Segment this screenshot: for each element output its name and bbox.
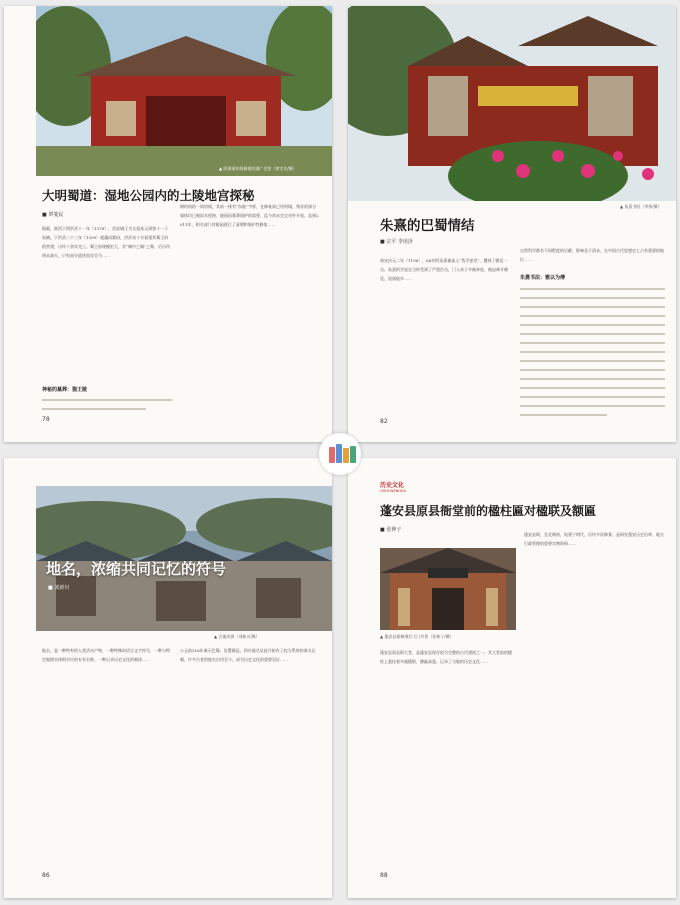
article-title-overlay: 地名，浓缩共同记忆的符号 — [46, 560, 227, 578]
body-text-lines — [520, 288, 665, 423]
article-author: ■ 刘新川 — [48, 585, 70, 591]
body-text-left: 地名，是一种特有的人类活动产物，一种特殊的语言文字符号，一种与特定地理实体相对应的专有名称，一种记录历史文化的载体…… — [42, 648, 170, 662]
body-text-left: 蓬安县原县衙大堂，是蓬安县现存较为完整的古代建筑之一，其大堂前的楹柱上悬挂着多副楹联，额匾高悬，记录了当地的历史文化…… — [380, 650, 512, 664]
section-subhead: 朱熹书法：雅以为傅 — [520, 275, 566, 281]
photo-caption: ▲ 朱熹书院（李伟/摄） — [620, 204, 662, 209]
article-author: ■ 覃笺民 — [42, 212, 64, 218]
body-text-left: 据载，陕西于明洪武十一年（1378），西安城王为太祖朱元璋第十一子朱椿。于洪武二十三年（1390）就藩成都府，洪武帝十分看重其蜀王府的营建，历经十余年完工。蜀王府规模宏大，有“城中之城”之称，后历经明末战火，只有部分遗迹留存至今…… — [42, 226, 171, 258]
article-author: ■ 张伸子 — [380, 527, 402, 533]
body-text-right: 蓬安县衙，坐北朝南，始建于明代，历经多次修葺，是研究蓬安历史沿革、地方行政管理的重要实物资料…… — [524, 532, 664, 546]
body-text-right: 钢结构的一间房间，其前一排有“东陵”字样，在修复前已经坍塌，残存的部分墙体均已被雨水侵蚀，陵园因墓葬保护的需要，迄今尚未完全对外开放。直到2011年，相关部门对陵园进行了清理和保护性修复…… — [180, 204, 319, 227]
column-tag: 历史文化 — [380, 482, 405, 489]
page-82 — [348, 6, 676, 442]
body-text-right: 公元前316年秦灭巴蜀，设置郡县，四川地名从此开始有了较为系统的命名记载，许多古老的地名沿用至今，成为历史文化的重要见证…… — [180, 648, 316, 662]
body-text-right: 自然科学都有不同程度的贡献，影响及于清末，在中国古代思想史上占有重要的地位…… — [520, 248, 664, 262]
article-author: ■ 宗平 李用泽 — [380, 239, 413, 245]
page-number: 82 — [380, 418, 388, 425]
page-88 — [348, 458, 676, 898]
photo-county-yamen — [380, 548, 516, 630]
photo-caption: ▲ 明嘉靖年间修建的湖广会馆（黄定先/摄） — [219, 166, 297, 171]
article-title: 朱熹的巴蜀情结 — [380, 218, 475, 234]
page-number: 88 — [380, 872, 388, 879]
page-78 — [4, 6, 332, 442]
section-subhead: 神秘的墓葬：猫王陵 — [42, 387, 88, 393]
books-logo-icon — [319, 433, 361, 475]
photo-zhuxi-academy — [348, 6, 676, 201]
body-text-lines — [42, 399, 172, 417]
photo-huguang-guild-hall — [36, 6, 332, 176]
photo-caption: ▲ 蓬安县衙修缮后大门外景（张伸子/摄） — [380, 634, 454, 639]
photo-caption: ▲ 古镇风貌（刘新川/摄） — [214, 634, 260, 639]
column-tag-pinyin: LISHI WENHUA — [380, 489, 406, 493]
page-86 — [4, 458, 332, 898]
article-title: 大明蜀道：湿地公园内的土陵地宫探秘 — [42, 188, 255, 203]
page-number: 86 — [42, 872, 50, 879]
article-title: 蓬安县原县衙堂前的楹柱匾对楹联及额匾 — [380, 504, 597, 518]
page-number: 78 — [42, 416, 50, 423]
body-text-left: 南宋庆元二年（1196），66岁的朱熹被诬入“伪学逆党”，遭到了朝廷一击。朱熹的学说在当时受到了严重打击，门人弟子多被牵连，被迫离开朝廷，流落他乡…… — [380, 258, 508, 281]
